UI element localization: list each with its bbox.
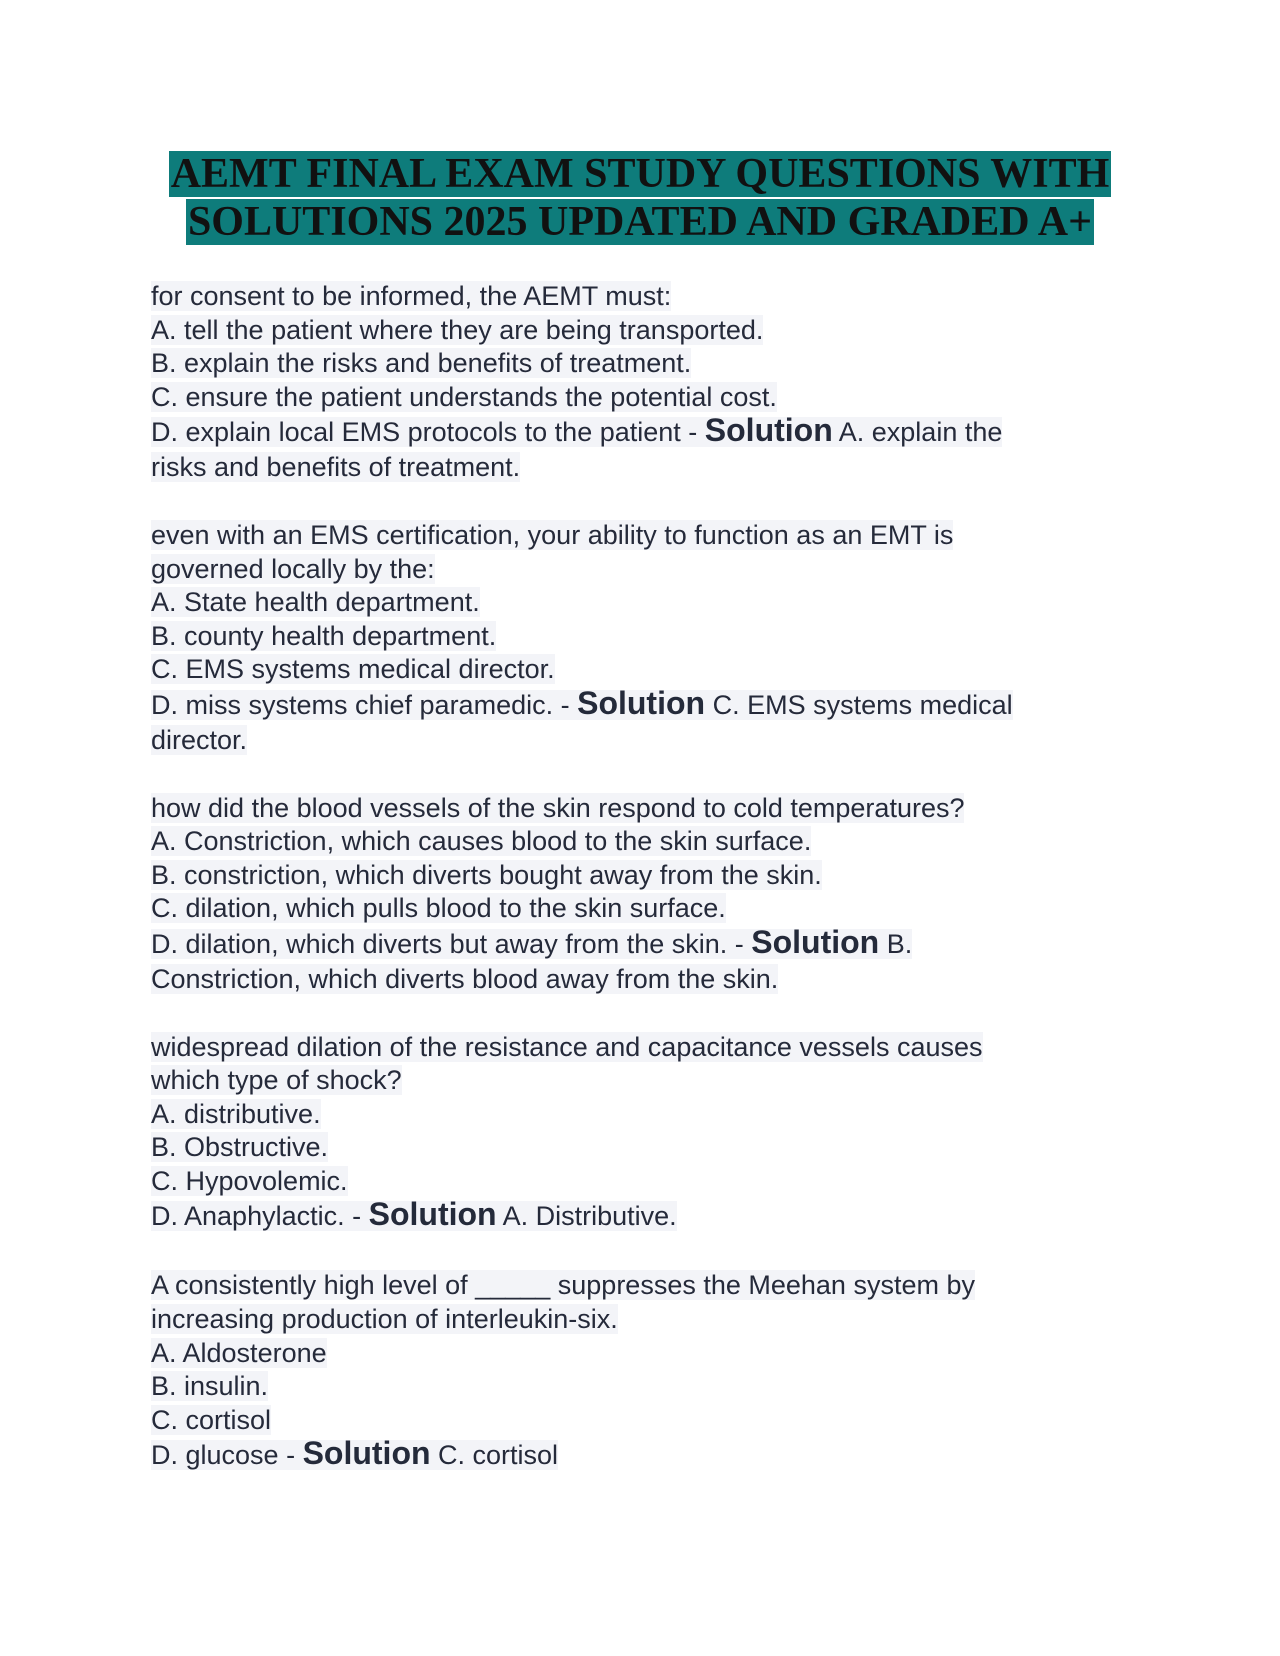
solution-label: Solution [704,412,833,449]
option-b: B. Obstructive. [151,1132,329,1163]
question-stem: widespread dilation of the resistance and capacitance vessels causes [151,1031,983,1062]
option-d: D. glucose - [151,1440,303,1471]
answer-continuation: risks and benefits of treatment. [151,452,521,483]
option-c: C. dilation, which pulls blood to the skin surface. [151,893,726,924]
option-a: A. Constriction, which causes blood to the skin surface. [151,826,812,857]
question-block [151,1031,1091,1236]
question-block [151,280,1091,485]
option-c: C. cortisol [151,1404,272,1435]
answer-text: C. EMS systems medical [705,689,1013,720]
option-a: A. Aldosterone [151,1337,327,1368]
question-stem-cont: governed locally by the: [151,553,435,584]
solution-label: Solution [577,684,706,721]
question-stem: even with an EMS certification, your ability to function as an EMT is [151,519,954,550]
question-list [151,280,1091,1508]
question-stem: A consistently high level of _____ suppresses the Meehan system by [151,1270,975,1301]
option-a: A. State health department. [151,587,480,618]
option-c: C. Hypovolemic. [151,1165,348,1196]
option-b: B. insulin. [151,1371,269,1402]
option-b: B. county health department. [151,620,497,651]
answer-text: C. cortisol [430,1440,559,1471]
question-stem-cont: which type of shock? [151,1065,402,1096]
option-a: A. distributive. [151,1098,321,1129]
question-stem-cont: increasing production of interleukin-six. [151,1304,618,1335]
answer-continuation: director. [151,724,248,755]
answer-text: B. [879,928,913,959]
question-block [151,519,1091,758]
title-line-2: SOLUTIONS 2025 UPDATED AND GRADED A+ [187,199,1093,245]
question-block [151,1269,1091,1474]
option-c: C. ensure the patient understands the potential cost. [151,381,777,412]
solution-label: Solution [751,923,880,960]
title-line-1: AEMT FINAL EXAM STUDY QUESTIONS WITH [170,151,1110,197]
option-b: B. explain the risks and benefits of treatment. [151,348,692,379]
option-b: B. constriction, which diverts bought away from the skin. [151,859,822,890]
option-d: D. dilation, which diverts but away from the skin. - [151,928,752,959]
option-d: D. explain local EMS protocols to the patient - [151,417,705,448]
question-stem: how did the blood vessels of the skin respond to cold temperatures? [151,792,965,823]
question-block [151,792,1091,997]
solution-label: Solution [368,1196,497,1233]
option-d: D. miss systems chief paramedic. - [151,689,578,720]
option-d: D. Anaphylactic. - [151,1201,369,1232]
option-a: A. tell the patient where they are being transported. [151,314,764,345]
question-stem: for consent to be informed, the AEMT must: [151,281,672,311]
answer-continuation: Constriction, which diverts blood away from the skin. [151,963,779,994]
answer-text: A. Distributive. [496,1201,677,1232]
solution-label: Solution [302,1435,431,1472]
document-title [150,150,1130,246]
option-c: C. EMS systems medical director. [151,654,555,685]
answer-text: A. explain the [832,417,1003,448]
